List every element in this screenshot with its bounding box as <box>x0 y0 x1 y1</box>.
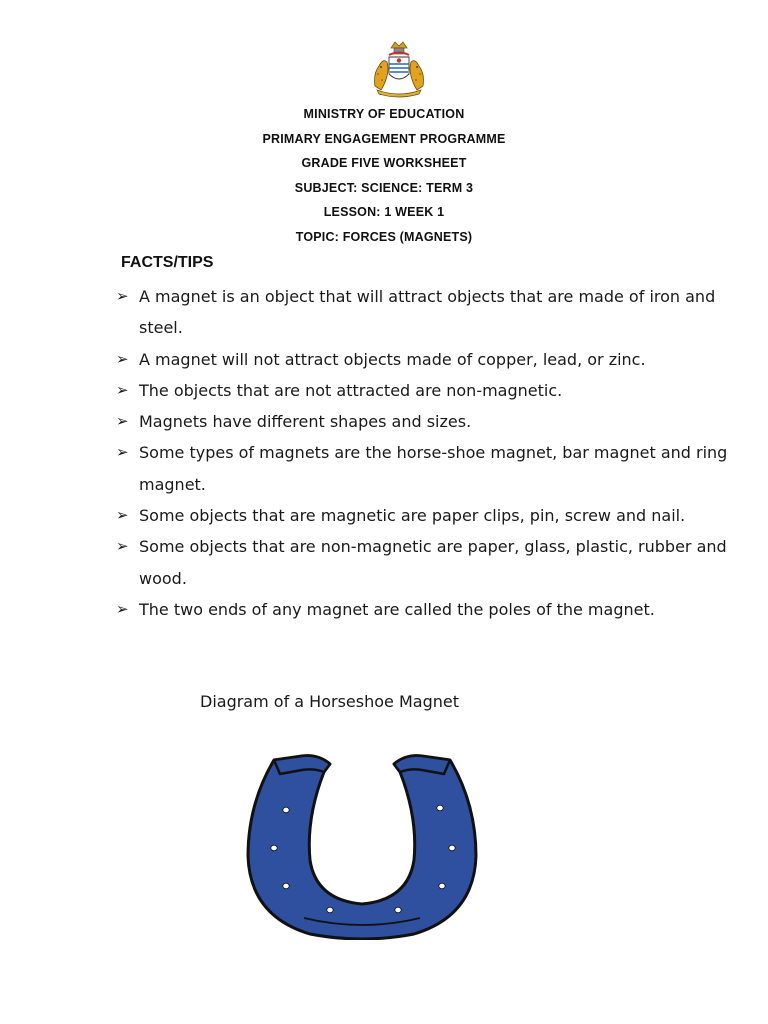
bullet-arrow-icon: ➢ <box>116 349 129 368</box>
header-programme: PRIMARY ENGAGEMENT PROGRAMME <box>262 131 506 146</box>
fact-item <box>116 281 736 344</box>
bullet-arrow-icon: ➢ <box>116 287 129 305</box>
diagram-caption: Diagram of a Horseshoe Magnet <box>200 692 459 711</box>
fact-text: A magnet is an object that will attract objects that are made of iron and steel. <box>139 287 716 338</box>
fact-item <box>116 344 736 375</box>
coat-of-arms-icon <box>367 40 431 98</box>
fact-item <box>116 375 736 406</box>
header-lesson: LESSON: 1 WEEK 1 <box>323 205 445 219</box>
fact-item <box>116 500 736 531</box>
fact-text: The two ends of any magnet are called the poles of the magnet. <box>139 599 655 619</box>
horseshoe-magnet-icon <box>244 748 480 940</box>
bullet-arrow-icon: ➢ <box>116 599 129 618</box>
bullet-arrow-icon: ➢ <box>116 443 129 462</box>
fact-item <box>116 437 736 500</box>
fact-item <box>116 406 736 437</box>
bullet-arrow-icon: ➢ <box>116 412 129 431</box>
header-ministry: MINISTRY OF EDUCATION <box>303 107 465 121</box>
bullet-arrow-icon: ➢ <box>116 380 129 399</box>
fact-text: The objects that are not attracted are non-magnetic. <box>139 380 563 400</box>
header-topic: TOPIC: FORCES (MAGNETS) <box>295 229 473 244</box>
header-subject: SUBJECT: SCIENCE: TERM 3 <box>294 180 474 195</box>
fact-text: Magnets have different shapes and sizes. <box>139 412 472 432</box>
fact-text: Some objects that are non-magnetic are paper, glass, plastic, rubber and wood. <box>139 537 727 588</box>
bullet-arrow-icon: ➢ <box>116 506 129 525</box>
facts-title: FACTS/TIPS <box>121 254 214 271</box>
header-grade: GRADE FIVE WORKSHEET <box>301 156 467 170</box>
worksheet-header <box>0 105 768 252</box>
fact-item <box>116 594 736 625</box>
facts-list <box>116 281 736 625</box>
fact-text: Some types of magnets are the horse-shoe magnet, bar magnet and ring magnet. <box>139 443 728 494</box>
bullet-arrow-icon: ➢ <box>116 537 129 556</box>
fact-text: Some objects that are magnetic are paper clips, pin, screw and nail. <box>139 506 686 526</box>
fact-item <box>116 531 736 594</box>
fact-text: A magnet will not attract objects made of copper, lead, or zinc. <box>139 349 646 369</box>
